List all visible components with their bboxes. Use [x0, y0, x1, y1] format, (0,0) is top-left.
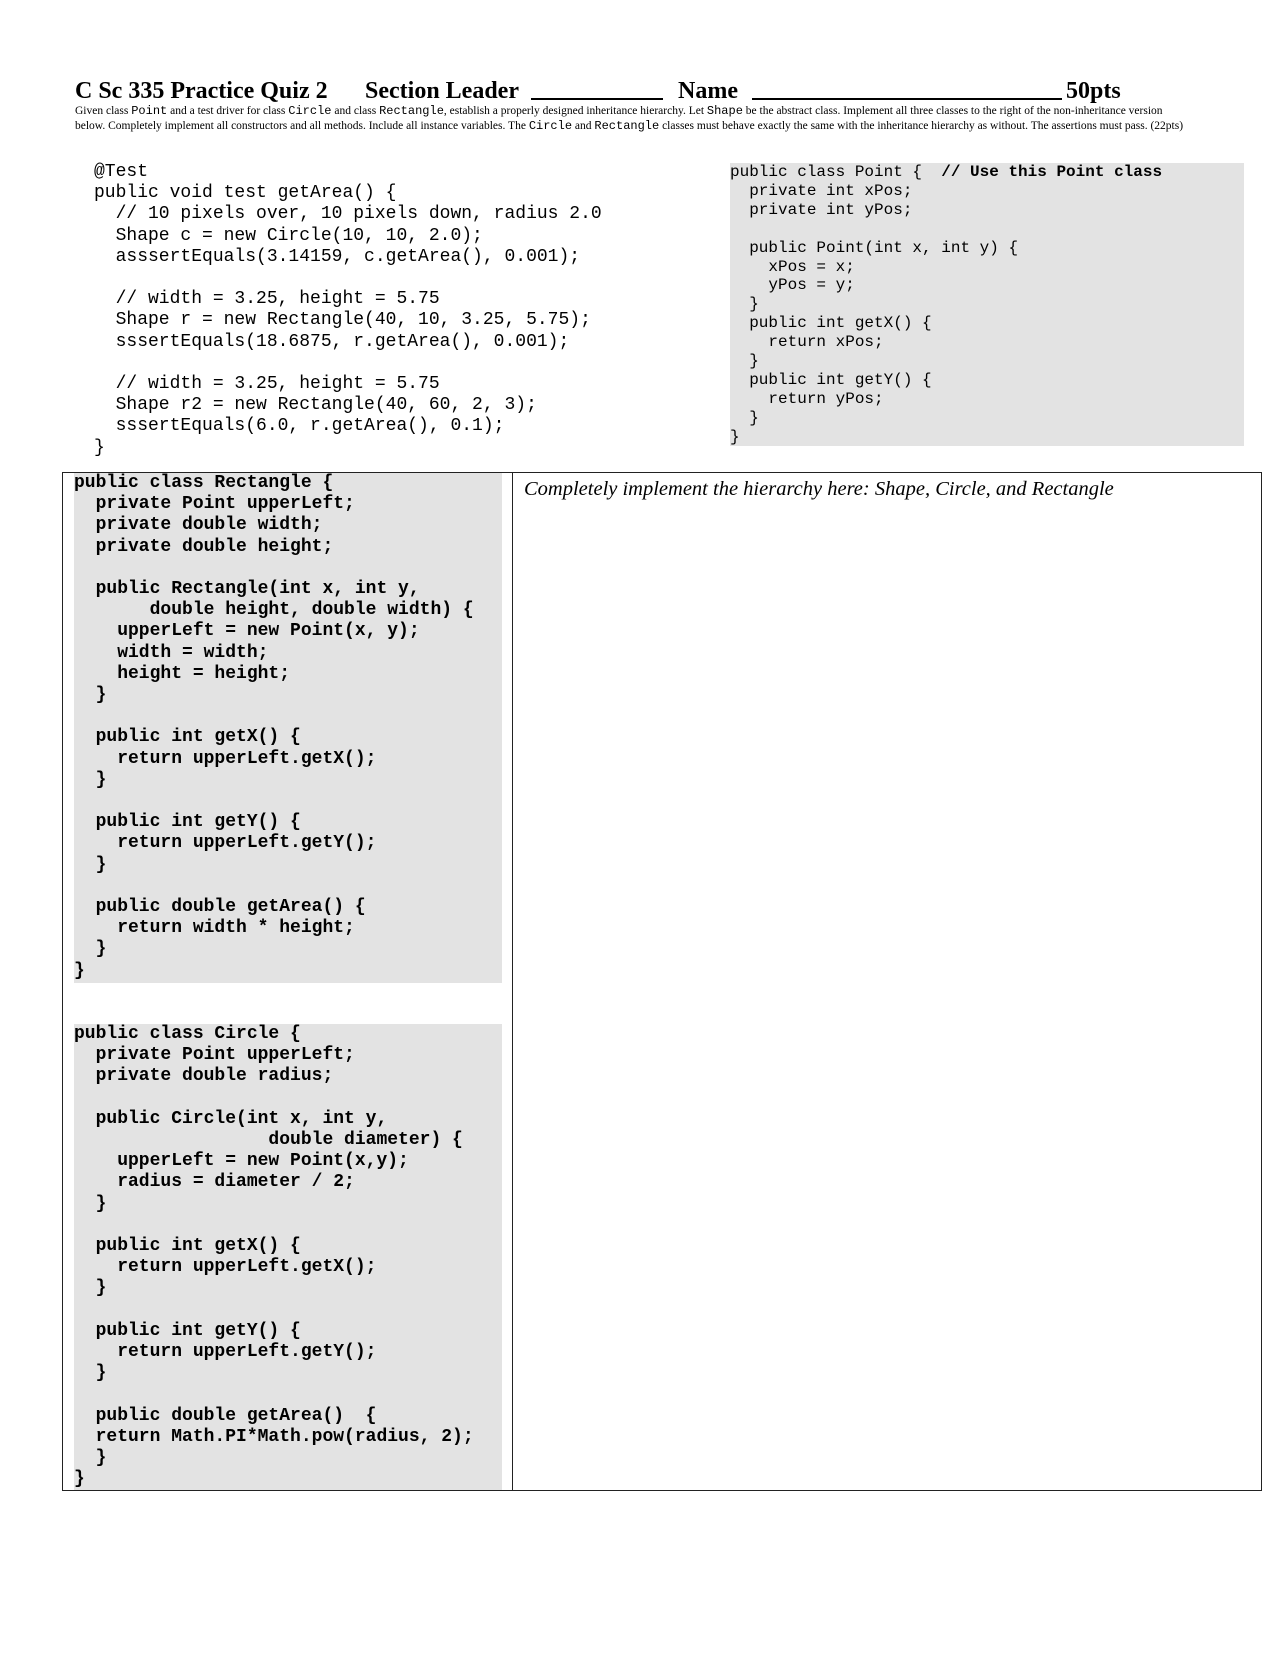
answer-area[interactable] — [524, 476, 1244, 502]
point-class-body: private int xPos; private int yPos; public Point(int x, int y) { xPos = x; yPos = y; } public int getX() { return xPos; } public int getY() { return yPos; } } — [730, 181, 1019, 446]
point-class-comment: // Use this Point class — [941, 163, 1163, 181]
quiz-header — [75, 74, 1255, 108]
section-leader-label: Section Leader — [365, 78, 519, 104]
name-label: Name — [678, 78, 738, 104]
answer-prompt: Completely implement the hierarchy here: Shape, Circle, and Rectangle — [524, 478, 1114, 500]
instructions-paragraph: Given class Point and a test driver for class Circle and class Rectangle, establish a properly designed inheritance hierarchy. Let Shape be the abstract class. Implement all three classes to the right of the non-inheritance version below. Completely implement all constructors and all methods. Include all instance variables. The Circle and Rectangle classes must behave exactly the same with the inheritance hierarchy as without. The assertions must pass. (22pts) — [75, 104, 1184, 133]
test-driver-code: @Test public void test getArea() { // 10 pixels over, 10 pixels down, radius 2.0 Shape c = new Circle(10, 10, 2.0); asssertEquals(3.14159, c.getArea(), 0.001); // width = 3.25, height = 5.75 Shape r = new Rectangle(40, 10, 3.25, 5.75); sssertEquals(18.6875, r.getArea(), 0.001); // width = 3.25, height = 5.75 Shape r2 = new Rectangle(40, 60, 2, 3); sssertEquals(6.0, r.getArea(), 0.1); } — [94, 162, 602, 458]
rectangle-class-code: public class Rectangle { private Point upperLeft; private double width; private double height; public Rectangle(int x, int y, double height, double width) { upperLeft = new Point(x, y); width = width; height = height; } public int getX() { return upperLeft.getX(); } public int getY() { return upperLeft.getY(); } public double getArea() { return width * height; } } — [74, 473, 502, 983]
point-class-box — [730, 163, 1244, 446]
point-class-header: public class Point { // Use this Point class — [730, 163, 1163, 181]
quiz-title: C Sc 335 Practice Quiz 2 — [75, 78, 328, 104]
answer-table-divider — [512, 472, 513, 1491]
circle-class-code: public class Circle { private Point upperLeft; private double radius; public Circle(int x, int y, double diameter) { upperLeft = new Point(x,y); radius = diameter / 2; } public int getX() { return upperLeft.getX(); } public int getY() { return upperLeft.getY(); } public double getArea() { return Math.PI*Math.pow(radius, 2); } } — [74, 1024, 502, 1490]
points-label: 50pts — [1066, 78, 1121, 104]
